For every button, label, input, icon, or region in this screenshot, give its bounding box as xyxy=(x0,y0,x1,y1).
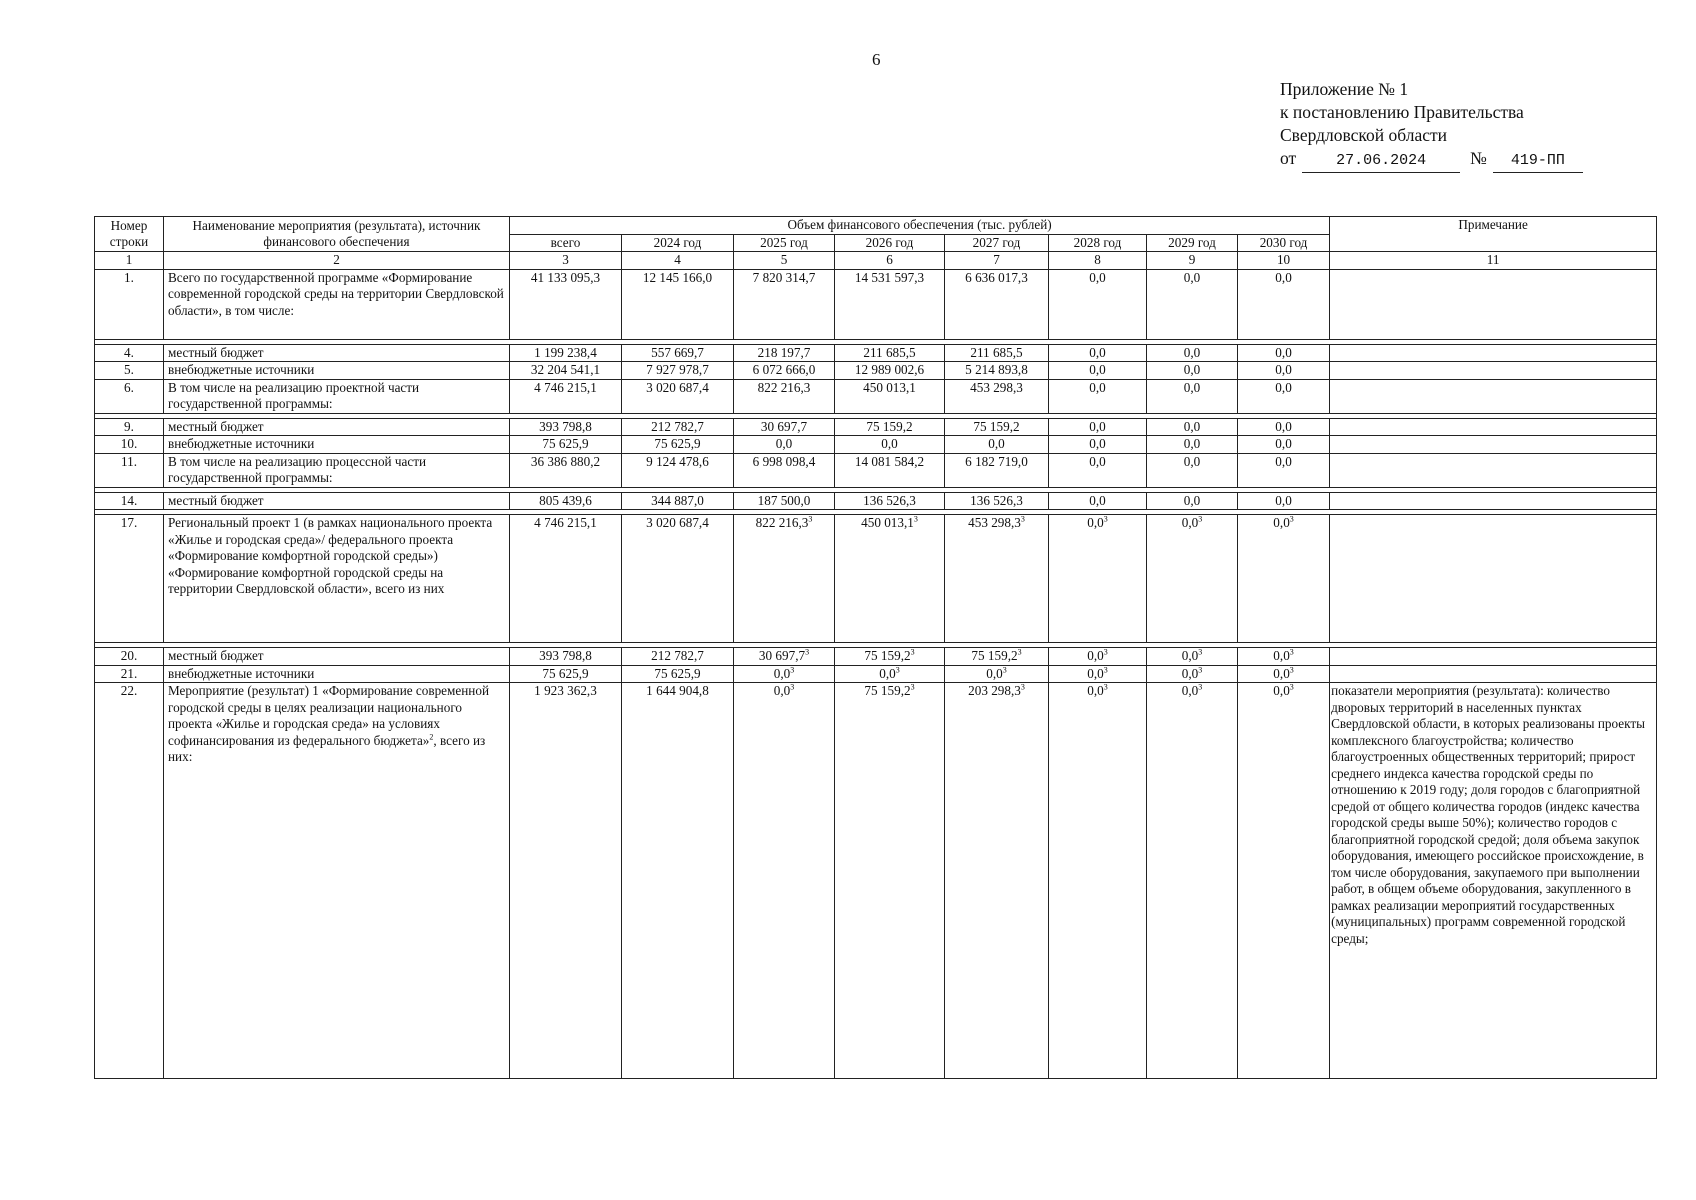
value-cell: 0,0 xyxy=(1147,362,1238,380)
value-cell: 0,0 xyxy=(945,436,1049,454)
value-cell xyxy=(835,683,945,1079)
table-row xyxy=(95,344,1657,362)
footnote-mark: 3 xyxy=(1020,682,1025,692)
value-cell xyxy=(945,515,1049,643)
col-number: 1 xyxy=(95,252,164,270)
footnote-mark: 3 xyxy=(1103,647,1108,657)
value: 30 697,7 xyxy=(758,648,806,663)
value: 203 298,3 xyxy=(968,683,1021,698)
header-year: 2026 год xyxy=(835,234,945,252)
footnote-mark: 3 xyxy=(790,682,795,692)
value: 75 159,2 xyxy=(971,648,1018,663)
row-name-main: Мероприятие (результат) 1 «Формирование современной городской среды в целях реализации национального проекта «Жилье и городская среда» на условиях софинансирования из федерального бюджета» xyxy=(168,683,489,748)
value-cell xyxy=(622,648,734,666)
value-cell: 212 782,7 xyxy=(622,418,734,436)
row-note xyxy=(1330,515,1657,643)
value-cell xyxy=(1049,665,1147,683)
header-year: 2030 год xyxy=(1238,234,1330,252)
row-number: 20. xyxy=(95,648,164,666)
value-cell xyxy=(835,648,945,666)
value-cell xyxy=(734,515,835,643)
row-note xyxy=(1330,418,1657,436)
value-cell: 7 820 314,7 xyxy=(734,269,835,339)
value-cell: 41 133 095,3 xyxy=(510,269,622,339)
value-cell xyxy=(1147,515,1238,643)
value-cell: 32 204 541,1 xyxy=(510,362,622,380)
value-cell: 211 685,5 xyxy=(945,344,1049,362)
value-cell: 0,0 xyxy=(1147,269,1238,339)
value-cell: 12 989 002,6 xyxy=(835,362,945,380)
footnote-mark: 3 xyxy=(1198,682,1203,692)
value-cell: 14 531 597,3 xyxy=(835,269,945,339)
value: 822 216,3 xyxy=(755,515,809,530)
row-number: 10. xyxy=(95,436,164,454)
value-cell: 393 798,8 xyxy=(510,418,622,436)
value-cell: 0,0 xyxy=(1147,344,1238,362)
footnote-mark: 3 xyxy=(1198,665,1203,675)
appendix-title: Приложение № 1 xyxy=(1280,79,1409,99)
value-cell xyxy=(945,648,1049,666)
value-cell: 75 159,2 xyxy=(835,418,945,436)
header-total: всего xyxy=(510,234,622,252)
value-cell: 6 072 666,0 xyxy=(734,362,835,380)
col-number: 5 xyxy=(734,252,835,270)
value: 75 625,9 xyxy=(654,665,701,681)
financing-table xyxy=(94,216,1657,1079)
footnote-mark: 3 xyxy=(1198,514,1203,524)
footnote-mark: 3 xyxy=(1289,682,1294,692)
footnote-mark: 3 xyxy=(1002,665,1007,675)
value-cell: 0,0 xyxy=(1238,269,1330,339)
value-cell xyxy=(510,515,622,643)
footnote-mark: 3 xyxy=(808,514,813,524)
footnote-mark: 3 xyxy=(910,682,915,692)
row-note xyxy=(1330,492,1657,510)
col-number: 3 xyxy=(510,252,622,270)
value: 0,0 xyxy=(1087,683,1104,698)
value-cell xyxy=(734,665,835,683)
value: 0,0 xyxy=(1273,515,1290,530)
value-cell: 7 927 978,7 xyxy=(622,362,734,380)
value-cell xyxy=(1147,648,1238,666)
value-cell: 0,0 xyxy=(1049,418,1147,436)
value-cell xyxy=(1238,515,1330,643)
value-cell: 6 636 017,3 xyxy=(945,269,1049,339)
value-cell: 805 439,6 xyxy=(510,492,622,510)
value-cell: 36 386 880,2 xyxy=(510,453,622,487)
value-cell: 14 081 584,2 xyxy=(835,453,945,487)
value-cell: 344 887,0 xyxy=(622,492,734,510)
footnote-mark: 3 xyxy=(805,647,810,657)
footnote-mark: 3 xyxy=(790,665,795,675)
header-row-no: Номер строки xyxy=(95,217,164,252)
value-cell xyxy=(734,648,835,666)
row-note xyxy=(1330,648,1657,666)
appendix-block xyxy=(1280,78,1583,173)
row-note xyxy=(1330,453,1657,487)
header-year: 2029 год xyxy=(1147,234,1238,252)
value: 75 159,2 xyxy=(864,648,911,663)
value: 0,0 xyxy=(879,665,896,681)
value-cell: 0,0 xyxy=(1049,453,1147,487)
footnote-mark: 3 xyxy=(1289,665,1294,675)
value: 1 923 362,3 xyxy=(534,683,597,698)
row-name: Региональный проект 1 (в рамках национального проекта «Жилье и городская среда»/ федерального проекта «Формирование комфортной городской среды») «Формирование комфортной городской среды на территории Свердловской области», всего из них xyxy=(164,515,510,643)
row-name: местный бюджет xyxy=(164,648,510,666)
value-cell xyxy=(510,683,622,1079)
col-number: 2 xyxy=(164,252,510,270)
footnote-mark: 2 xyxy=(429,732,434,742)
value: 0,0 xyxy=(1181,665,1199,681)
appendix-line-2: к постановлению Правительства xyxy=(1280,102,1524,122)
footnote-mark: 3 xyxy=(1103,682,1108,692)
value-cell: 9 124 478,6 xyxy=(622,453,734,487)
value: 453 298,3 xyxy=(968,515,1021,530)
table-row xyxy=(95,492,1657,510)
value-cell: 6 182 719,0 xyxy=(945,453,1049,487)
value: 0,0 xyxy=(1087,665,1104,681)
value-cell: 0,0 xyxy=(1147,418,1238,436)
row-name: внебюджетные источники xyxy=(164,436,510,454)
table-row xyxy=(95,515,1657,643)
value: 450 013,1 xyxy=(861,515,914,530)
row-number: 6. xyxy=(95,379,164,413)
row-note: показатели мероприятия (результата): количество дворовых территорий в населенных пунктах Свердловской области, в которых реализованы проекты комплексного благоустройства; количество благоустроенных общественных территорий; прирост среднего индекса качества городской среды по отношению к 2019 году; доля городов с благоприятной средой от общего количества городов (индекс качества городской среды выше 50%); количество городов с благоприятной городской средой; доля объема закупок оборудования, имеющего российское происхождение, в том числе оборудования, закупаемого при выполнении работ, в общем объеме оборудования, закупленного в рамках реализации мероприятий государственных (муниципальных) программ современной городской среды; xyxy=(1330,683,1657,1079)
row-number: 22. xyxy=(95,683,164,1079)
value: 0,0 xyxy=(1087,515,1104,530)
value-cell: 0,0 xyxy=(1049,436,1147,454)
value-cell: 822 216,3 xyxy=(734,379,835,413)
value-cell xyxy=(835,665,945,683)
value: 0,0 xyxy=(1181,515,1199,530)
col-number: 9 xyxy=(1147,252,1238,270)
resolution-number: 419-ПП xyxy=(1493,149,1583,173)
header-name: Наименование мероприятия (результата), источник финансового обеспечения xyxy=(164,217,510,252)
table-row xyxy=(95,648,1657,666)
value-cell: 453 298,3 xyxy=(945,379,1049,413)
row-note xyxy=(1330,269,1657,339)
value: 0,0 xyxy=(773,665,791,681)
header-year: 2028 год xyxy=(1049,234,1147,252)
value-cell: 0,0 xyxy=(835,436,945,454)
value-cell xyxy=(510,648,622,666)
value-cell: 211 685,5 xyxy=(835,344,945,362)
row-number: 14. xyxy=(95,492,164,510)
row-name xyxy=(164,683,510,1079)
value-cell: 0,0 xyxy=(1049,362,1147,380)
value-cell: 0,0 xyxy=(1049,492,1147,510)
table-row xyxy=(95,453,1657,487)
footnote-mark: 3 xyxy=(1020,514,1025,524)
col-number: 10 xyxy=(1238,252,1330,270)
value-cell: 450 013,1 xyxy=(835,379,945,413)
appendix-signature-line xyxy=(1280,147,1583,173)
value-cell: 0,0 xyxy=(1238,436,1330,454)
footnote-mark: 3 xyxy=(1289,514,1294,524)
value-cell: 12 145 166,0 xyxy=(622,269,734,339)
value-cell: 0,0 xyxy=(1238,379,1330,413)
footnote-mark: 3 xyxy=(1017,647,1022,657)
appendix-line-3: Свердловской области xyxy=(1280,125,1448,145)
footnote-mark: 3 xyxy=(1289,647,1294,657)
value: 0,0 xyxy=(1181,648,1199,663)
table-row xyxy=(95,683,1657,1079)
page-number: 6 xyxy=(872,50,881,69)
value-cell: 5 214 893,8 xyxy=(945,362,1049,380)
value-cell: 136 526,3 xyxy=(835,492,945,510)
value-cell xyxy=(1147,665,1238,683)
value: 0,0 xyxy=(1273,683,1290,698)
value-cell xyxy=(1049,648,1147,666)
row-number: 1. xyxy=(95,269,164,339)
header-note: Примечание xyxy=(1330,217,1657,252)
value-cell: 218 197,7 xyxy=(734,344,835,362)
value-cell: 0,0 xyxy=(1147,436,1238,454)
value-cell: 0,0 xyxy=(1049,269,1147,339)
value-cell: 75 159,2 xyxy=(945,418,1049,436)
header-year: 2025 год xyxy=(734,234,835,252)
footnote-mark: 3 xyxy=(910,647,915,657)
table-row xyxy=(95,362,1657,380)
row-name: внебюджетные источники xyxy=(164,362,510,380)
row-number: 17. xyxy=(95,515,164,643)
value-cell: 0,0 xyxy=(1147,492,1238,510)
header-year: 2027 год xyxy=(945,234,1049,252)
value: 75 159,2 xyxy=(864,683,911,698)
value-cell xyxy=(1238,648,1330,666)
value-cell xyxy=(945,683,1049,1079)
row-number: 11. xyxy=(95,453,164,487)
value: 75 625,9 xyxy=(542,665,589,681)
row-name: местный бюджет xyxy=(164,492,510,510)
value-cell xyxy=(510,665,622,683)
value: 4 746 215,1 xyxy=(534,515,597,530)
table-row xyxy=(95,665,1657,683)
value-cell: 0,0 xyxy=(1049,379,1147,413)
footnote-mark: 3 xyxy=(1103,514,1108,524)
value-cell: 0,0 xyxy=(1238,453,1330,487)
col-number: 6 xyxy=(835,252,945,270)
table-row xyxy=(95,269,1657,339)
row-note xyxy=(1330,344,1657,362)
table-row xyxy=(95,379,1657,413)
value-cell: 4 746 215,1 xyxy=(510,379,622,413)
value-cell: 0,0 xyxy=(1049,344,1147,362)
value-cell: 0,0 xyxy=(734,436,835,454)
value: 1 644 904,8 xyxy=(646,683,709,698)
row-number: 9. xyxy=(95,418,164,436)
col-number: 7 xyxy=(945,252,1049,270)
header-year: 2024 год xyxy=(622,234,734,252)
value-cell xyxy=(1238,683,1330,1079)
row-name-tail: , всего из них: xyxy=(168,732,486,764)
value-cell: 30 697,7 xyxy=(734,418,835,436)
value-cell: 0,0 xyxy=(1147,379,1238,413)
column-number-row xyxy=(95,252,1657,270)
value-cell xyxy=(1049,683,1147,1079)
value: 393 798,8 xyxy=(539,648,592,663)
table-row xyxy=(95,436,1657,454)
value-cell xyxy=(945,665,1049,683)
row-note xyxy=(1330,362,1657,380)
footnote-mark: 3 xyxy=(1103,665,1108,675)
value-cell xyxy=(622,515,734,643)
value-cell: 75 625,9 xyxy=(622,436,734,454)
value-cell xyxy=(835,515,945,643)
header-volume: Объем финансового обеспечения (тыс. рублей) xyxy=(510,217,1330,235)
value: 0,0 xyxy=(986,665,1003,681)
row-number: 5. xyxy=(95,362,164,380)
row-number: 4. xyxy=(95,344,164,362)
value-cell: 6 998 098,4 xyxy=(734,453,835,487)
footnote-mark: 3 xyxy=(1198,647,1203,657)
value: 0,0 xyxy=(773,683,791,698)
value-cell: 0,0 xyxy=(1238,418,1330,436)
value: 0,0 xyxy=(1273,665,1290,681)
value-cell xyxy=(622,683,734,1079)
row-name: местный бюджет xyxy=(164,344,510,362)
row-name: внебюджетные источники xyxy=(164,665,510,683)
row-name: местный бюджет xyxy=(164,418,510,436)
value-cell: 0,0 xyxy=(1147,453,1238,487)
col-number: 8 xyxy=(1049,252,1147,270)
value: 3 020 687,4 xyxy=(646,515,709,530)
value-cell: 0,0 xyxy=(1238,362,1330,380)
value-cell: 3 020 687,4 xyxy=(622,379,734,413)
value-cell xyxy=(622,665,734,683)
value-cell xyxy=(1049,515,1147,643)
row-number: 21. xyxy=(95,665,164,683)
row-note xyxy=(1330,379,1657,413)
value: 0,0 xyxy=(1087,648,1104,663)
footnote-mark: 3 xyxy=(895,665,900,675)
value: 0,0 xyxy=(1273,648,1290,663)
footnote-mark: 3 xyxy=(913,514,918,524)
value-cell: 0,0 xyxy=(1238,492,1330,510)
row-name: В том числе на реализацию проектной части государственной программы: xyxy=(164,379,510,413)
value-cell: 75 625,9 xyxy=(510,436,622,454)
row-note xyxy=(1330,665,1657,683)
value-cell: 1 199 238,4 xyxy=(510,344,622,362)
date-prefix: от xyxy=(1280,148,1297,168)
value-cell: 187 500,0 xyxy=(734,492,835,510)
col-number: 4 xyxy=(622,252,734,270)
table-row xyxy=(95,418,1657,436)
value-cell xyxy=(1147,683,1238,1079)
row-name: В том числе на реализацию процессной части государственной программы: xyxy=(164,453,510,487)
value-cell xyxy=(1238,665,1330,683)
value-cell: 557 669,7 xyxy=(622,344,734,362)
value: 212 782,7 xyxy=(651,648,704,663)
value: 0,0 xyxy=(1181,683,1199,698)
value-cell: 136 526,3 xyxy=(945,492,1049,510)
value-cell xyxy=(734,683,835,1079)
col-number: 11 xyxy=(1330,252,1657,270)
number-prefix: № xyxy=(1470,148,1487,168)
row-name: Всего по государственной программе «Формирование современной городской среды на территории Свердловской области», в том числе: xyxy=(164,269,510,339)
resolution-date: 27.06.2024 xyxy=(1302,149,1460,173)
row-note xyxy=(1330,436,1657,454)
value-cell: 0,0 xyxy=(1238,344,1330,362)
